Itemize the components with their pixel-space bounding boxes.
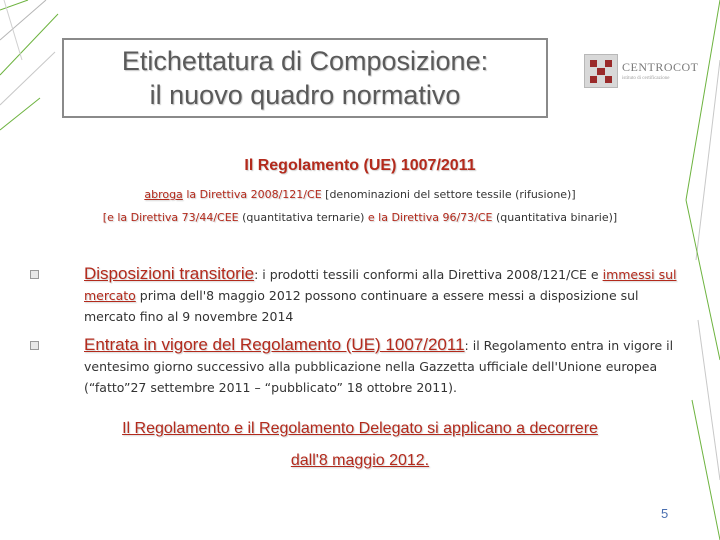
- abroga-word: abroga: [144, 188, 183, 201]
- bullet-transitional-text2: prima dell'8 maggio 2012 possono continuare a essere messi a disposizione sul mercato fino al 9 novembre 2014: [84, 288, 639, 324]
- conclusion-line-1: Il Regolamento e il Regolamento Delegato si applicano a decorrere: [122, 420, 598, 437]
- bullet-transitional: [84, 263, 684, 327]
- bullet-marker-2: [30, 341, 39, 350]
- regulation-title: Il Regolamento (UE) 1007/2011: [244, 157, 476, 174]
- centrocot-logo: [584, 52, 699, 92]
- bullet-transitional-heading: Disposizioni transitorie: [84, 264, 255, 283]
- directive-73-44-note: (quantitativa ternarie): [242, 211, 365, 224]
- directive-2008-121: la Direttiva 2008/121/CE: [186, 188, 322, 201]
- logo-text: CENTROCOT: [622, 60, 699, 74]
- logo-mark-icon: [584, 54, 618, 88]
- bullet-entry-heading: Entrata in vigore del Regolamento (UE) 1007/2011: [84, 335, 465, 354]
- slide-title-box: [62, 38, 548, 118]
- directive-2008-121-note: [denominazioni del settore tessile (rifusione)]: [325, 188, 576, 201]
- bullet-entry-text: : il Regolamento entra in vigore il ventesimo giorno successivo alla pubblicazione nella Gazzetta ufficiale dell'Unione europea (“fatto”27 settembre 2011 – “pubblicato” 18 ottobre 2011).: [84, 338, 674, 395]
- corner-decoration-left: [0, 0, 60, 140]
- directive-96-73: e la Direttiva 96/73/CE: [367, 211, 493, 224]
- directive-96-73-note: (quantitativa binarie)]: [496, 211, 618, 224]
- logo-subtext: istituto di certificazione: [622, 76, 670, 81]
- bullet-transitional-text1: : i prodotti tessili conformi alla Direttiva 2008/121/CE e: [254, 267, 599, 282]
- bullet-entry-into-force: [84, 334, 684, 398]
- conclusion-line-2: dall'8 maggio 2012.: [290, 452, 430, 469]
- bullet-transitional-sub: immessi sul mercato: [84, 267, 677, 303]
- slide-title-line1: Etichettatura di Composizione:: [121, 46, 489, 76]
- slide-title-line2: il nuovo quadro normativo: [149, 80, 461, 110]
- page-number: 5: [661, 506, 669, 521]
- abroga-line-2: [0, 211, 720, 224]
- abroga-line-1: [0, 188, 720, 201]
- directive-73-44: [e la Direttiva 73/44/CEE: [102, 211, 239, 224]
- bullet-marker-1: [30, 270, 39, 279]
